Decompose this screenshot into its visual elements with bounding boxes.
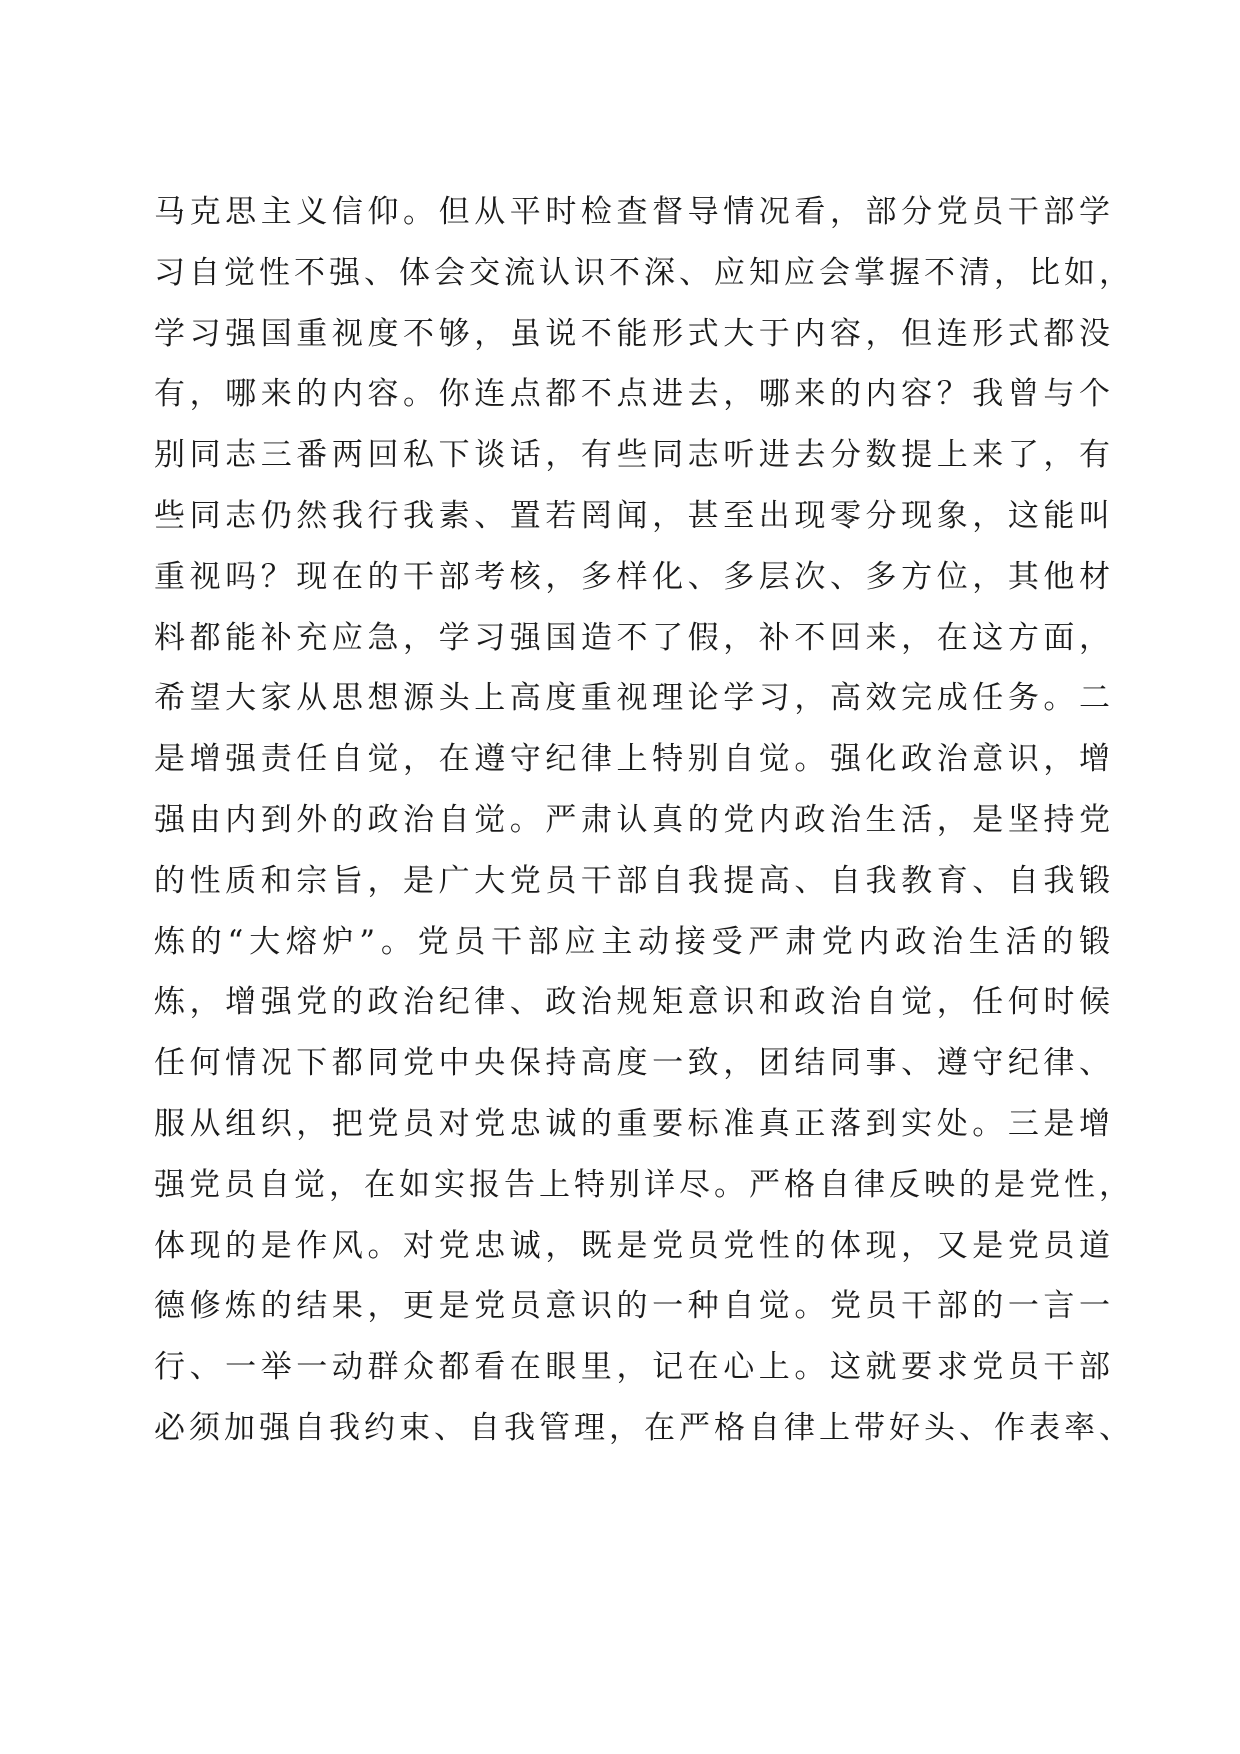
- text-line: 服从组织，把党员对党忠诚的重要标准真正落到实处。三是增: [154, 1105, 1114, 1142]
- text-line: 有，哪来的内容。你连点都不点进去，哪来的内容？我曾与个: [154, 376, 1114, 413]
- text-line: 体现的是作风。对党忠诚，既是党员党性的体现，又是党员道: [154, 1227, 1114, 1264]
- text-line: 任何情况下都同党中央保持高度一致，团结同事、遵守纪律、: [154, 1045, 1114, 1082]
- text-line: 些同志仍然我行我素、置若罔闻，甚至出现零分现象，这能叫: [154, 497, 1114, 534]
- text-line: 强由内到外的政治自觉。严肃认真的党内政治生活，是坚持党: [154, 801, 1114, 838]
- text-line: 必须加强自我约束、自我管理，在严格自律上带好头、作表率、: [154, 1409, 1134, 1446]
- text-line: 重视吗？现在的干部考核，多样化、多层次、多方位，其他材: [154, 558, 1114, 595]
- text-line: 德修炼的结果，更是党员意识的一种自觉。党员干部的一言一: [154, 1288, 1114, 1325]
- text-line: 强党员自觉，在如实报告上特别详尽。严格自律反映的是党性，: [154, 1166, 1134, 1203]
- text-line: 马克思主义信仰。但从平时检查督导情况看，部分党员干部学: [154, 194, 1114, 230]
- text-line: 是增强责任自觉，在遵守纪律上特别自觉。强化政治意识，增: [154, 741, 1114, 778]
- text-line: 行、一举一动群众都看在眼里，记在心上。这就要求党员干部: [154, 1349, 1114, 1386]
- text-line: 习自觉性不强、体会交流认识不深、应知应会掌握不清，比如，: [154, 254, 1134, 291]
- text-line: 学习强国重视度不够，虽说不能形式大于内容，但连形式都没: [154, 315, 1114, 352]
- text-line: 炼的“大熔炉”。党员干部应主动接受严肃党内政治生活的锻: [154, 923, 1114, 960]
- text-line: 炼，增强党的政治纪律、政治规矩意识和政治自觉，任何时候: [154, 984, 1114, 1021]
- text-line: 料都能补充应急，学习强国造不了假，补不回来，在这方面，: [154, 619, 1114, 656]
- text-line: 别同志三番两回私下谈话，有些同志听进去分数提上来了，有: [154, 437, 1114, 474]
- body-text: [154, 182, 1134, 1459]
- text-line: 希望大家从思想源头上高度重视理论学习，高效完成任务。二: [154, 680, 1114, 717]
- text-line: 的性质和宗旨，是广大党员干部自我提高、自我教育、自我锻: [154, 862, 1114, 899]
